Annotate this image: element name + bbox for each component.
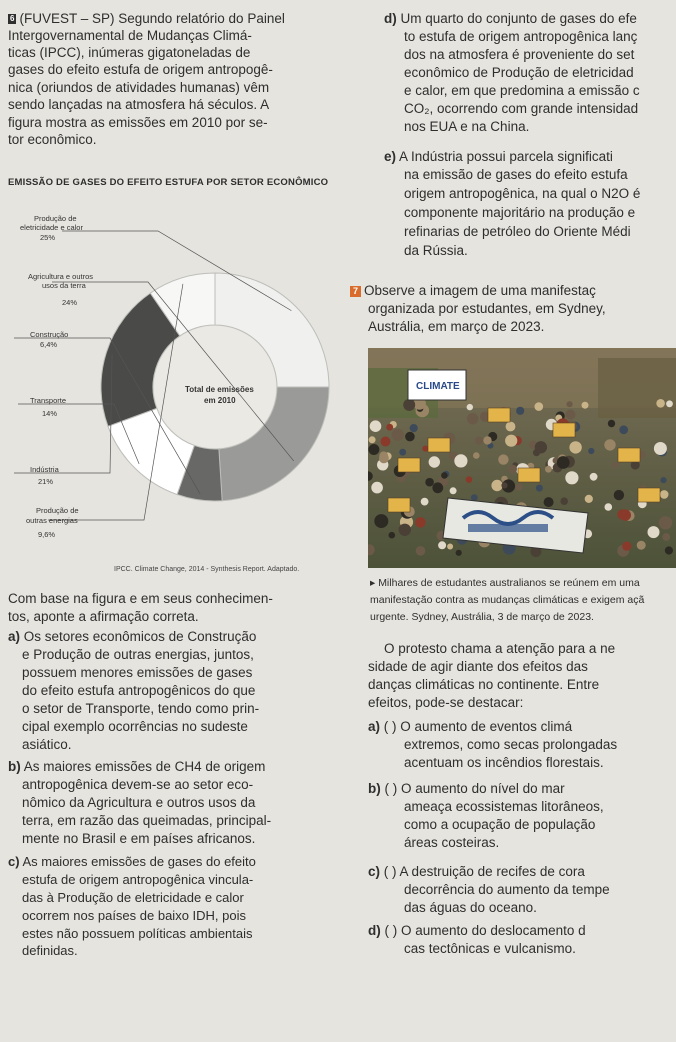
crowd-person bbox=[416, 546, 426, 556]
q6-stem-0: Com base na figura e em seus conhecimen- bbox=[8, 591, 273, 606]
q6-option-e-line-4: refinarias de petróleo do Oriente Médi bbox=[404, 224, 631, 239]
q6-option-d-line-6: nos EUA e na China. bbox=[404, 119, 530, 134]
caption-line-2: urgente. Sydney, Austrália, 3 de março de 2023. bbox=[370, 611, 594, 623]
q6-option-d-line-1: to estufa de origem antropogênica lanç bbox=[404, 29, 638, 44]
q6-option-c-line-3: ocorrem nos países de baixo IDH, pois bbox=[22, 908, 246, 923]
crowd-sign bbox=[638, 488, 660, 502]
q6-option-b-text-0: As maiores emissões de CH4 de origem bbox=[23, 759, 266, 774]
caption-line-0: ▸ Milhares de estudantes australianos se reúnem em uma bbox=[370, 577, 640, 589]
q7-item-c-line-0 bbox=[368, 863, 585, 880]
q7-line-1: organizada por estudantes, em Sydney, bbox=[368, 301, 606, 316]
crowd-person bbox=[374, 514, 388, 528]
q7-text-0: Observe a imagem de uma manifestaç bbox=[364, 283, 596, 298]
q7-item-b-line-0 bbox=[368, 780, 565, 797]
crowd-person bbox=[535, 441, 547, 453]
label-other-energy-1: Produção de bbox=[36, 506, 79, 515]
q7-item-d-text-0: O aumento do deslocamento d bbox=[401, 923, 586, 938]
q6-option-c-line-2: das à Produção de eletricidade e calor bbox=[22, 890, 244, 905]
q6-option-d-text-0: Um quarto do conjunto de gases do efe bbox=[400, 11, 637, 26]
crowd-person bbox=[475, 437, 483, 445]
q6-line-2: ticas (IPCC), inúmeras gigatoneladas de bbox=[8, 45, 251, 60]
chart-source: IPCC. Climate Change, 2014 - Synthesis Report. Adaptado. bbox=[114, 566, 300, 573]
crowd-person bbox=[662, 533, 670, 541]
label-transport: Transporte bbox=[30, 396, 66, 405]
q7-item-a-text-0: O aumento de eventos climá bbox=[400, 719, 573, 734]
q7-item-d-line-1: cas tectônicas e vulcanismo. bbox=[404, 941, 576, 956]
sign-text: CLIMATE bbox=[416, 381, 460, 392]
q6-option-c-line-1: estufa de origem antropogênica vincula- bbox=[22, 872, 254, 887]
crowd-person bbox=[660, 477, 666, 483]
q7-item-d-box[interactable]: ( ) bbox=[384, 923, 398, 938]
q7-item-b-line-1: ameaça ecossistemas litorâneos, bbox=[404, 799, 604, 814]
crowd-person bbox=[399, 524, 411, 536]
crowd-person bbox=[429, 456, 440, 467]
crowd-person bbox=[637, 541, 646, 550]
crowd-person bbox=[588, 448, 594, 454]
q6-option-e-line-3: componente majoritário na produção e bbox=[404, 205, 636, 220]
crowd-person bbox=[403, 399, 415, 411]
label-industry: Indústria bbox=[30, 465, 59, 474]
protest-photo bbox=[368, 348, 676, 568]
crowd-person bbox=[567, 401, 573, 407]
q6-option-b-line-0 bbox=[8, 758, 265, 775]
crowd-person bbox=[379, 451, 388, 460]
q7-line-2: Austrália, em março de 2023. bbox=[368, 319, 545, 334]
crowd-person bbox=[466, 476, 473, 483]
value-industry: 21% bbox=[38, 477, 54, 486]
q6-stem-1: tos, aponte a afirmação correta. bbox=[8, 609, 199, 624]
crowd-sign bbox=[398, 458, 420, 472]
crowd-person bbox=[415, 517, 426, 528]
q6-option-c-letter: c) bbox=[8, 854, 20, 869]
crowd-person bbox=[471, 494, 478, 501]
crowd-sign bbox=[518, 468, 540, 482]
crowd-person bbox=[545, 466, 552, 473]
q7-item-c-line-1: decorrência do aumento da tempe bbox=[404, 882, 610, 897]
crowd-person bbox=[660, 490, 669, 499]
q6-option-e-letter: e) bbox=[384, 149, 397, 164]
crowd-person bbox=[544, 497, 554, 507]
crowd-person bbox=[410, 424, 418, 432]
q7-number-badge: 7 bbox=[350, 286, 361, 297]
crowd-person bbox=[665, 546, 673, 554]
q6-option-a-line-6: asiático. bbox=[22, 737, 72, 752]
q6-option-b-letter: b) bbox=[8, 759, 21, 774]
crowd-sign bbox=[553, 423, 575, 437]
q6-option-a-text-0: Os setores econômicos de Construção bbox=[23, 629, 257, 644]
q7-item-c-letter: c) bbox=[368, 864, 381, 879]
q7-body-3: efeitos, pode-se destacar: bbox=[368, 695, 524, 710]
protest-photo-svg bbox=[368, 348, 676, 568]
crowd-person bbox=[501, 482, 507, 488]
crowd-person bbox=[569, 441, 581, 453]
crowd-person bbox=[392, 429, 404, 441]
crowd-person bbox=[369, 436, 376, 443]
crowd-person bbox=[381, 437, 391, 447]
label-electricity-1: Produção de bbox=[34, 214, 77, 223]
value-transport: 14% bbox=[42, 409, 58, 418]
q6-option-a-line-1: e Produção de outras energias, juntos, bbox=[22, 647, 254, 662]
label-construction: Construção bbox=[30, 330, 69, 339]
q6-option-e-line-2: origem antropogênica, na qual o N2O é bbox=[404, 186, 641, 201]
crowd-sign bbox=[388, 498, 410, 512]
crowd-person bbox=[622, 542, 631, 551]
q6-option-e-text-0: A Indústria possui parcela significati bbox=[399, 149, 613, 164]
caption-line-1: manifestação contra as mudanças climáticas e exigem açã bbox=[370, 594, 645, 606]
crowd-person bbox=[536, 485, 543, 492]
q6-number-badge: 6 bbox=[10, 14, 15, 23]
crowd-person bbox=[438, 541, 446, 549]
q7-item-b-letter: b) bbox=[368, 781, 381, 796]
crowd-person bbox=[619, 425, 628, 434]
q6-option-d-line-0 bbox=[384, 10, 637, 27]
crowd-person bbox=[405, 432, 415, 442]
chart-svg bbox=[0, 190, 345, 560]
q7-item-b-box[interactable]: ( ) bbox=[384, 781, 398, 796]
crowd-person bbox=[370, 420, 382, 432]
crowd-person bbox=[447, 544, 453, 550]
crowd-person bbox=[585, 495, 593, 503]
crowd-person bbox=[473, 452, 480, 459]
q7-item-b-line-3: áreas costeiras. bbox=[404, 835, 500, 850]
q6-option-e-line-5: da Rússia. bbox=[404, 243, 468, 258]
q6-option-b-line-4: mente no Brasil e em países africanos. bbox=[22, 831, 256, 846]
crowd-person bbox=[659, 516, 672, 529]
q6-option-c-line-4: estes não possuem políticas ambientais bbox=[22, 926, 253, 941]
crowd-person bbox=[516, 484, 523, 491]
crowd-person bbox=[612, 462, 619, 469]
q7-body-2: danças climáticas no continente. Entre bbox=[368, 677, 600, 692]
crowd-person bbox=[604, 439, 615, 450]
crowd-person bbox=[441, 472, 448, 479]
q6-option-d-line-2: dos na atmosfera é proveniente do set bbox=[404, 47, 635, 62]
crowd-person bbox=[399, 449, 406, 456]
q6-option-a-line-2: possuem menores emissões de gases bbox=[22, 665, 253, 680]
q6-option-a-line-5: cipal exemplo ocorrências no sudeste bbox=[22, 719, 248, 734]
q7-item-b-text-0: O aumento do nível do mar bbox=[401, 781, 565, 796]
crowd-person bbox=[432, 482, 443, 493]
crowd-person bbox=[560, 497, 568, 505]
center-label-2: em 2010 bbox=[204, 396, 236, 405]
crowd-person bbox=[386, 424, 393, 431]
q6-option-c-line-0 bbox=[8, 853, 256, 870]
crowd-person bbox=[535, 402, 544, 411]
q6-text-0: (FUVEST – SP) Segundo relatório do Painel bbox=[19, 11, 285, 26]
q7-item-c-text-0: A destruição de recifes de cora bbox=[399, 864, 585, 879]
q6-option-b-line-1: antropogênica devem-se ao setor eco- bbox=[22, 777, 254, 792]
crowd-person bbox=[648, 526, 660, 538]
label-agriculture-2: usos da terra bbox=[42, 281, 86, 290]
q7-item-a-box[interactable]: ( ) bbox=[383, 719, 397, 734]
q7-item-a-line-1: extremos, como secas prolongadas bbox=[404, 737, 618, 752]
crowd-person bbox=[454, 454, 467, 467]
crowd-person bbox=[656, 399, 665, 408]
q7-item-c-line-2: das águas do oceano. bbox=[404, 900, 537, 915]
q6-line-4: nica (oriundos de atividades humanas) vêm bbox=[8, 80, 270, 95]
q7-item-d-line-0 bbox=[368, 922, 586, 939]
value-electricity: 25% bbox=[40, 233, 56, 242]
crowd-person bbox=[483, 436, 491, 444]
crowd-person bbox=[421, 498, 429, 506]
q6-line-5: sendo lançadas na atmosfera há séculos. A bbox=[8, 97, 270, 112]
crowd-person bbox=[565, 471, 578, 484]
chart-title: EMISSÃO DE GASES DO EFEITO ESTUFA POR SETOR ECONÔMICO bbox=[8, 177, 329, 188]
crowd-person bbox=[467, 404, 473, 410]
q7-item-a-line-2: acentuam os incêndios florestais. bbox=[404, 755, 604, 770]
q6-option-d-letter: d) bbox=[384, 11, 397, 26]
q7-item-b-line-2: como a ocupação de população bbox=[404, 817, 596, 832]
crowd-person bbox=[608, 420, 615, 427]
crowd-person bbox=[467, 413, 478, 424]
crowd-person bbox=[566, 410, 576, 420]
crowd-person bbox=[506, 422, 516, 432]
crowd-person bbox=[654, 442, 667, 455]
q6-option-c-text-0: As maiores emissões de gases do efeito bbox=[22, 854, 256, 869]
q6-line-6: figura mostra as emissões em 2010 por se- bbox=[8, 115, 268, 130]
crowd-person bbox=[498, 454, 508, 464]
center-label-1: Total de emissões bbox=[185, 385, 254, 394]
crowd-person bbox=[516, 407, 524, 415]
crowd-person bbox=[620, 509, 631, 520]
crowd-person bbox=[425, 478, 434, 487]
banner-text-strip bbox=[468, 524, 548, 532]
label-other-energy-2: outras energias bbox=[26, 516, 78, 525]
q7-item-a-line-0 bbox=[368, 718, 572, 735]
q6-option-d-line-5: CO₂, ocorrendo com grande intensidad bbox=[404, 101, 639, 116]
q6-option-a-line-3: do efeito estufa antropogênicos do que bbox=[22, 683, 256, 698]
crowd-person bbox=[605, 503, 613, 511]
q6-line-3: gases do efeito estufa de origem antropogê- bbox=[8, 62, 273, 77]
value-agriculture: 24% bbox=[62, 298, 78, 307]
value-other-energy: 9,6% bbox=[38, 530, 56, 539]
crowd-person bbox=[450, 487, 457, 494]
crowd-person bbox=[614, 490, 624, 500]
q6-option-a-line-0 bbox=[8, 628, 256, 645]
q6-option-a-letter: a) bbox=[8, 629, 21, 644]
q6-option-b-line-3: terra, em razão das queimadas, principal- bbox=[22, 813, 272, 828]
crowd-person bbox=[505, 435, 517, 447]
crowd-person bbox=[422, 446, 428, 452]
q6-option-e-line-0 bbox=[384, 148, 613, 165]
crowd-person bbox=[582, 402, 589, 409]
q6-option-b-line-2: nômico da Agricultura e outros usos da bbox=[22, 795, 256, 810]
q7-item-d-letter: d) bbox=[368, 923, 381, 938]
crowd-person bbox=[666, 400, 673, 407]
crowd-sign bbox=[618, 448, 640, 462]
q7-body-0: O protesto chama a atenção para a ne bbox=[384, 641, 616, 656]
crowd-person bbox=[371, 482, 383, 494]
q7-item-c-box[interactable]: ( ) bbox=[383, 864, 397, 879]
crowd-person bbox=[368, 444, 379, 455]
crowd-sign bbox=[488, 408, 510, 422]
q7-body-1: sidade de agir diante dos efeitos das bbox=[368, 659, 588, 674]
crowd-person bbox=[508, 465, 517, 474]
crowd-person bbox=[557, 456, 570, 469]
q6-option-e-line-1: na emissão de gases do efeito estufa bbox=[404, 167, 628, 182]
q7-line-0 bbox=[350, 282, 596, 299]
label-agriculture-1: Agricultura e outros bbox=[28, 272, 94, 281]
q6-option-a-line-4: o setor de Transporte, tendo como prin- bbox=[22, 701, 260, 716]
q6-option-c-line-5: definidas. bbox=[22, 943, 78, 958]
crowd-person bbox=[491, 480, 502, 491]
label-electricity-2: eletricidade e calor bbox=[20, 223, 83, 232]
crowd-person bbox=[590, 473, 598, 481]
crowd-person bbox=[456, 550, 462, 556]
crowd-person bbox=[389, 532, 396, 539]
q6-line-7: tor econômico. bbox=[8, 132, 97, 147]
crowd-sign bbox=[428, 438, 450, 452]
q6-option-d-line-4: e calor, em que predomina a emissão c bbox=[404, 83, 640, 98]
q6-option-d-line-3: econômico de Produção de eletricidad bbox=[404, 65, 634, 80]
q6-line-1: Intergovernamental de Mudanças Climá- bbox=[8, 28, 252, 43]
value-construction: 6,4% bbox=[40, 340, 58, 349]
q7-item-a-letter: a) bbox=[368, 719, 381, 734]
leader-industry bbox=[14, 354, 112, 473]
q6-line-0 bbox=[8, 10, 285, 27]
